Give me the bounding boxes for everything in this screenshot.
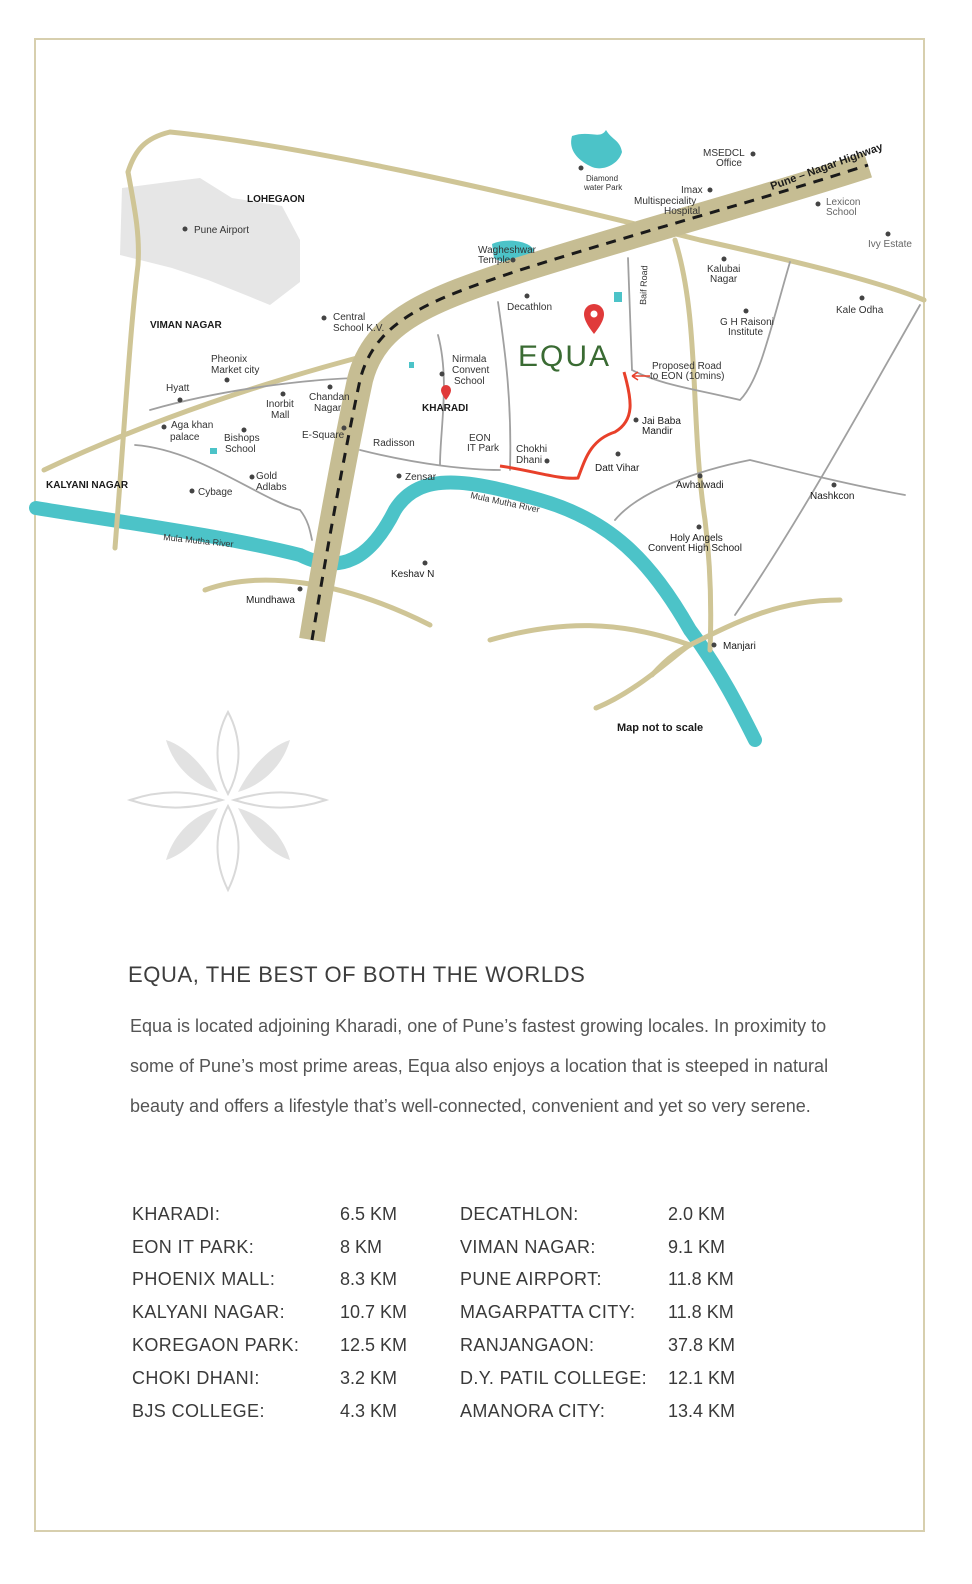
distance-row	[132, 1198, 450, 1231]
distance-row	[460, 1395, 778, 1428]
distance-value: 8.3 KM	[340, 1269, 398, 1290]
place-chokhi-2: Dhani	[516, 455, 543, 466]
distance-row	[460, 1231, 778, 1264]
distance-name: AMANORA CITY:	[460, 1400, 606, 1421]
distance-value: 37.8 KM	[668, 1335, 736, 1356]
distance-value: 13.4 KM	[668, 1400, 736, 1421]
distance-list-right	[460, 1198, 778, 1428]
distance-name: KALYANI NAGAR:	[132, 1302, 285, 1323]
distance-value: 3.2 KM	[340, 1367, 398, 1388]
place-gold-2: Adlabs	[256, 482, 287, 493]
distance-value: 11.8 KM	[668, 1269, 734, 1290]
distance-name: PUNE AIRPORT:	[460, 1269, 602, 1290]
place-imax-3: Hospital	[664, 206, 701, 217]
distance-row	[460, 1198, 778, 1231]
manjari-road	[490, 600, 840, 645]
distance-value: 10.7 KM	[340, 1302, 408, 1323]
place-pheonix-1: Pheonix	[211, 354, 248, 365]
place-pheonix-2: Market city	[211, 365, 260, 376]
place-holy-angels-2: Convent High School	[648, 543, 742, 554]
place-radisson: Radisson	[373, 438, 415, 449]
nirmala-road	[438, 335, 444, 465]
baif-road-line	[628, 258, 632, 370]
proposed-road-label-1: Proposed Road	[652, 361, 722, 372]
distance-value: 11.8 KM	[668, 1302, 734, 1323]
place-keshav: Keshav N	[391, 569, 435, 580]
place-msedcl-2: Office	[716, 158, 742, 169]
distance-name: BJS COLLEGE:	[132, 1400, 265, 1421]
region-kharadi: KHARADI	[422, 403, 469, 414]
place-datt-vihar: Datt Vihar	[595, 463, 640, 474]
proposed-road-label-2: to EON (10mins)	[650, 371, 725, 382]
place-manjari: Manjari	[723, 641, 756, 652]
decathlon-road	[498, 302, 510, 470]
baif-road-label: Baif Road	[638, 265, 650, 306]
place-nashkcon: Nashkcon	[810, 491, 855, 502]
place-kalubai-1: Kalubai	[707, 264, 741, 275]
place-central-1: Central	[333, 312, 366, 323]
place-lexicon-1: Lexicon	[826, 197, 861, 208]
distance-row	[132, 1395, 450, 1428]
distance-value: 2.0 KM	[668, 1203, 726, 1224]
place-msedcl-1: MSEDCL	[703, 148, 745, 159]
distance-name: KOREGAON PARK:	[132, 1335, 300, 1356]
place-diamond-1: Diamond	[586, 174, 619, 183]
distance-name: EON IT PARK:	[132, 1236, 255, 1257]
river-label-2: Mula Mutha River	[469, 490, 541, 515]
distance-name: RANJANGAON:	[460, 1335, 595, 1356]
distance-value: 12.5 KM	[340, 1335, 408, 1356]
place-gh-raisoni-2: Institute	[728, 327, 764, 338]
place-bishops-1: Bishops	[224, 433, 260, 444]
distance-row	[132, 1329, 450, 1362]
section-heading: EQUA, THE BEST OF BOTH THE WORLDS	[128, 962, 586, 987]
region-viman-nagar: VIMAN NAGAR	[150, 320, 222, 331]
diamond-lake	[571, 130, 622, 168]
place-wagheshwar-1: Wagheshwar	[478, 245, 536, 256]
place-zensar: Zensar	[405, 472, 437, 483]
pond	[614, 292, 622, 302]
distance-name: DECATHLON:	[460, 1203, 579, 1224]
distance-row	[132, 1264, 450, 1297]
distance-row	[132, 1362, 450, 1395]
map-scale-note: Map not to scale	[617, 722, 704, 734]
place-inorbit-1: Inorbit	[266, 399, 294, 410]
distance-row	[460, 1329, 778, 1362]
arrow-icon	[632, 372, 650, 380]
region-kalyani-nagar: KALYANI NAGAR	[46, 480, 129, 491]
place-hyatt: Hyatt	[166, 383, 190, 394]
distance-value: 6.5 KM	[340, 1203, 398, 1224]
place-kalubai-2: Nagar	[710, 274, 738, 285]
place-kale-odha: Kale Odha	[836, 305, 884, 316]
place-eon-2: IT Park	[467, 443, 500, 454]
place-inorbit-2: Mall	[271, 410, 290, 421]
intro-paragraph: Equa is located adjoining Kharadi, one of Pune’s fastest growing locales. In proximity to some of Pune’s most prime areas, Equa also enjoys a location that is steeped in natural beauty and offers a lifestyle that’s well-connected, convenient and yet so very serene.	[130, 1016, 829, 1116]
place-decathlon: Decathlon	[507, 302, 553, 313]
pond-small	[210, 448, 217, 454]
region-lohegaon: LOHEGAON	[247, 194, 305, 205]
place-pune-airport: Pune Airport	[194, 225, 250, 236]
distance-value: 9.1 KM	[668, 1236, 726, 1257]
distance-name: KHARADI:	[132, 1203, 221, 1224]
place-chandan-2: Nagar	[314, 403, 342, 414]
place-wagheshwar-2: Temple	[478, 255, 511, 266]
distance-name: MAGARPATTA CITY:	[460, 1302, 636, 1323]
distance-name: VIMAN NAGAR:	[460, 1236, 596, 1257]
place-nirmala-2: Convent	[452, 365, 490, 376]
place-imax-1: Imax	[681, 185, 703, 196]
place-awhalwadi: Awhalwadi	[676, 480, 724, 491]
distance-value: 8 KM	[340, 1236, 383, 1257]
place-aga-khan-1: Aga khan	[171, 420, 214, 431]
place-central-2: School K.V.	[333, 323, 385, 334]
place-cybage: Cybage	[198, 487, 233, 498]
distance-row	[132, 1231, 450, 1264]
place-gold-1: Gold	[256, 471, 278, 482]
place-diamond-2: water Park	[584, 183, 623, 192]
place-nirmala-3: School	[454, 376, 485, 387]
distance-row	[132, 1296, 450, 1329]
distance-name: PHOENIX MALL:	[132, 1269, 276, 1290]
east-road	[675, 240, 711, 650]
place-mundhawa: Mundhawa	[246, 595, 295, 606]
place-bishops-2: School	[225, 444, 256, 455]
kharadi-pin-icon	[441, 385, 451, 400]
place-imax-2: Multispeciality	[634, 196, 697, 207]
distance-value: 12.1 KM	[668, 1367, 736, 1388]
equa-pin-icon	[584, 304, 604, 334]
distance-row	[460, 1296, 778, 1329]
nashkcon-road	[735, 305, 920, 615]
place-ivy: Ivy Estate	[868, 239, 912, 250]
place-eon-1: EON	[469, 433, 491, 444]
place-lexicon-2: School	[826, 207, 857, 218]
place-e-square: E-Square	[302, 430, 345, 441]
distance-list-left	[132, 1198, 450, 1428]
place-gh-raisoni-1: G H Raisoni	[720, 317, 774, 328]
place-nirmala-1: Nirmala	[452, 354, 487, 365]
awhalwadi-road	[615, 460, 905, 520]
distance-row	[460, 1362, 778, 1395]
distance-name: D.Y. PATIL COLLEGE:	[460, 1367, 648, 1388]
place-aga-khan-2: palace	[170, 432, 200, 443]
place-chokhi-1: Chokhi	[516, 444, 548, 455]
place-jai-baba-2: Mandir	[642, 426, 673, 437]
river-label-1: Mula Mutha River	[162, 532, 234, 550]
location-map	[0, 0, 972, 760]
distance-name: CHOKI DHANI:	[132, 1367, 260, 1388]
flower-ornament-icon	[126, 708, 330, 894]
distance-row	[460, 1264, 778, 1297]
place-chandan-1: Chandan	[309, 392, 350, 403]
pond-tiny	[409, 362, 414, 368]
distance-value: 4.3 KM	[340, 1400, 398, 1421]
place-jai-baba-1: Jai Baba	[642, 416, 681, 427]
highway-label: Pune – Nagar Highway	[768, 140, 885, 193]
place-holy-angels-1: Holy Angels	[670, 533, 723, 544]
equa-logo: EQUA	[518, 340, 612, 373]
